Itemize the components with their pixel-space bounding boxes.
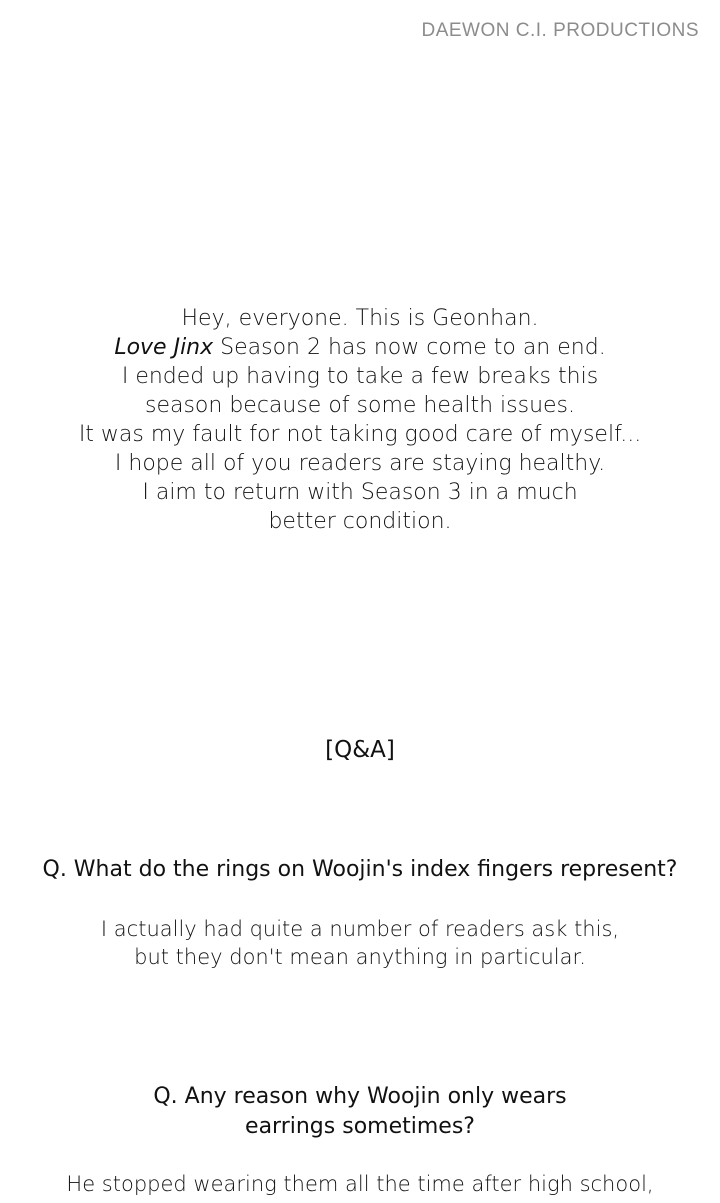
publisher-credit: DAEWON C.I. PRODUCTIONS bbox=[421, 20, 699, 41]
afterword-line bbox=[0, 333, 720, 362]
afterword-line: better condition. bbox=[268, 509, 452, 534]
answer-line: I actually had quite a number of readers ask this, bbox=[100, 917, 620, 941]
afterword-line: I aim to return with Season 3 in a much bbox=[142, 480, 578, 505]
question-2 bbox=[0, 1082, 720, 1142]
question-line: earrings sometimes? bbox=[245, 1114, 475, 1139]
afterword-line: I hope all of you readers are staying healthy. bbox=[114, 451, 606, 476]
afterword-line: Hey, everyone. This is Geonhan. bbox=[181, 306, 539, 331]
afterword-message bbox=[0, 304, 720, 536]
question-1 bbox=[0, 855, 720, 885]
afterword-line: I ended up having to take a few breaks this bbox=[121, 364, 599, 389]
qa-heading: [Q&A] bbox=[325, 737, 395, 763]
afterword-line: season because of some health issues. bbox=[144, 393, 576, 418]
answer-1 bbox=[0, 915, 720, 971]
afterword-line: It was my fault for not taking good care of myself... bbox=[78, 422, 642, 447]
question-line: Q. What do the rings on Woojin's index fingers represent? bbox=[42, 857, 678, 882]
answer-2 bbox=[0, 1170, 720, 1198]
answer-line: He stopped wearing them all the time after high school, bbox=[66, 1172, 654, 1196]
series-title: Love Jinx bbox=[114, 335, 214, 360]
question-line: Q. Any reason why Woojin only wears bbox=[153, 1084, 567, 1109]
afterword-line-rest: Season 2 has now come to an end. bbox=[213, 335, 606, 360]
answer-line: but they don't mean anything in particular. bbox=[134, 945, 586, 969]
